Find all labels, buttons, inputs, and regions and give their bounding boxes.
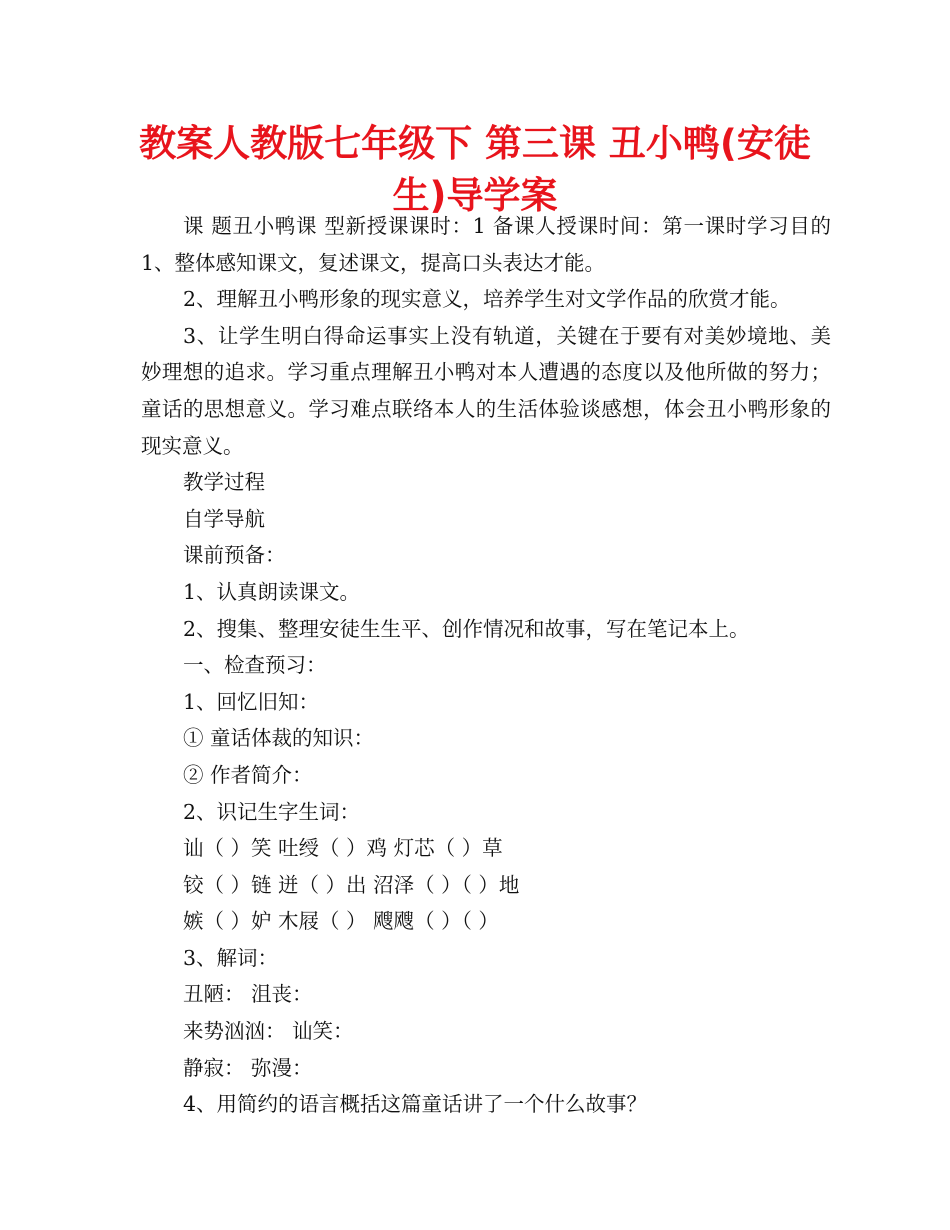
paragraph-author-intro: ② 作者简介：	[183, 762, 313, 787]
paragraph-prep-1: 1、认真朗读课文。	[183, 579, 361, 604]
document-body	[141, 208, 831, 1123]
document-title: 教案人教版七年级下 第三课 丑小鸭(安徒生)导学案	[139, 122, 811, 217]
vocabulary-row: 铰（ ）链 迸（ ）出 沼泽（ ）（ ）地	[183, 872, 520, 897]
word-explanation-row: 来势汹汹： 讪笑：	[183, 1019, 354, 1044]
paragraph-summary-question: 4、用简约的语言概括这篇童话讲了一个什么故事？	[183, 1092, 648, 1117]
paragraph-objective-2: 2、理解丑小鸭形象的现实意义，培养学生对文学作品的欣赏才能。	[183, 287, 791, 312]
word-explanation-row: 丑陋： 沮丧：	[183, 982, 313, 1007]
vocabulary-row: 嫉（ ）妒 木屐（ ） 飕飕（ ）（ ）	[183, 909, 499, 934]
vocabulary-row: 讪（ ）笑 吐绶（ ）鸡 灯芯（ ）草	[183, 836, 503, 861]
heading-check-preview: 一、检查预习：	[183, 653, 327, 678]
paragraph-word-explanations: 3、解词：	[183, 945, 279, 970]
heading-preparation: 课前预备：	[183, 543, 286, 568]
heading-teaching-process: 教学过程	[183, 470, 265, 495]
heading-self-study: 自学导航	[183, 506, 265, 531]
paragraph-prep-2: 2、搜集、整理安徒生生平、创作情况和故事，写在笔记本上。	[183, 616, 750, 641]
paragraph-review: 1、回忆旧知：	[183, 689, 320, 714]
paragraph-vocabulary: 2、识记生字生词：	[183, 799, 361, 824]
paragraph-lesson-info: 课 题丑小鸭课 型新授课课时：1 备课人授课时间：第一课时学习目的 1、整体感知课文，复述课文，提高口头表达才能。	[141, 214, 831, 275]
paragraph-fairy-tale-genre: ① 童话体裁的知识：	[183, 726, 375, 751]
word-explanation-row: 静寂： 弥漫：	[183, 1055, 313, 1080]
paragraph-objective-3: 3、让学生明白得命运事实上没有轨道，关键在于要有对美妙境地、美妙理想的追求。学习重点理解丑小鸭对本人遭遇的态度以及他所做的努力；童话的思想意义。学习难点联络本人的生活体验谈感想，体会丑小鸭形象的现实意义。	[141, 323, 831, 458]
